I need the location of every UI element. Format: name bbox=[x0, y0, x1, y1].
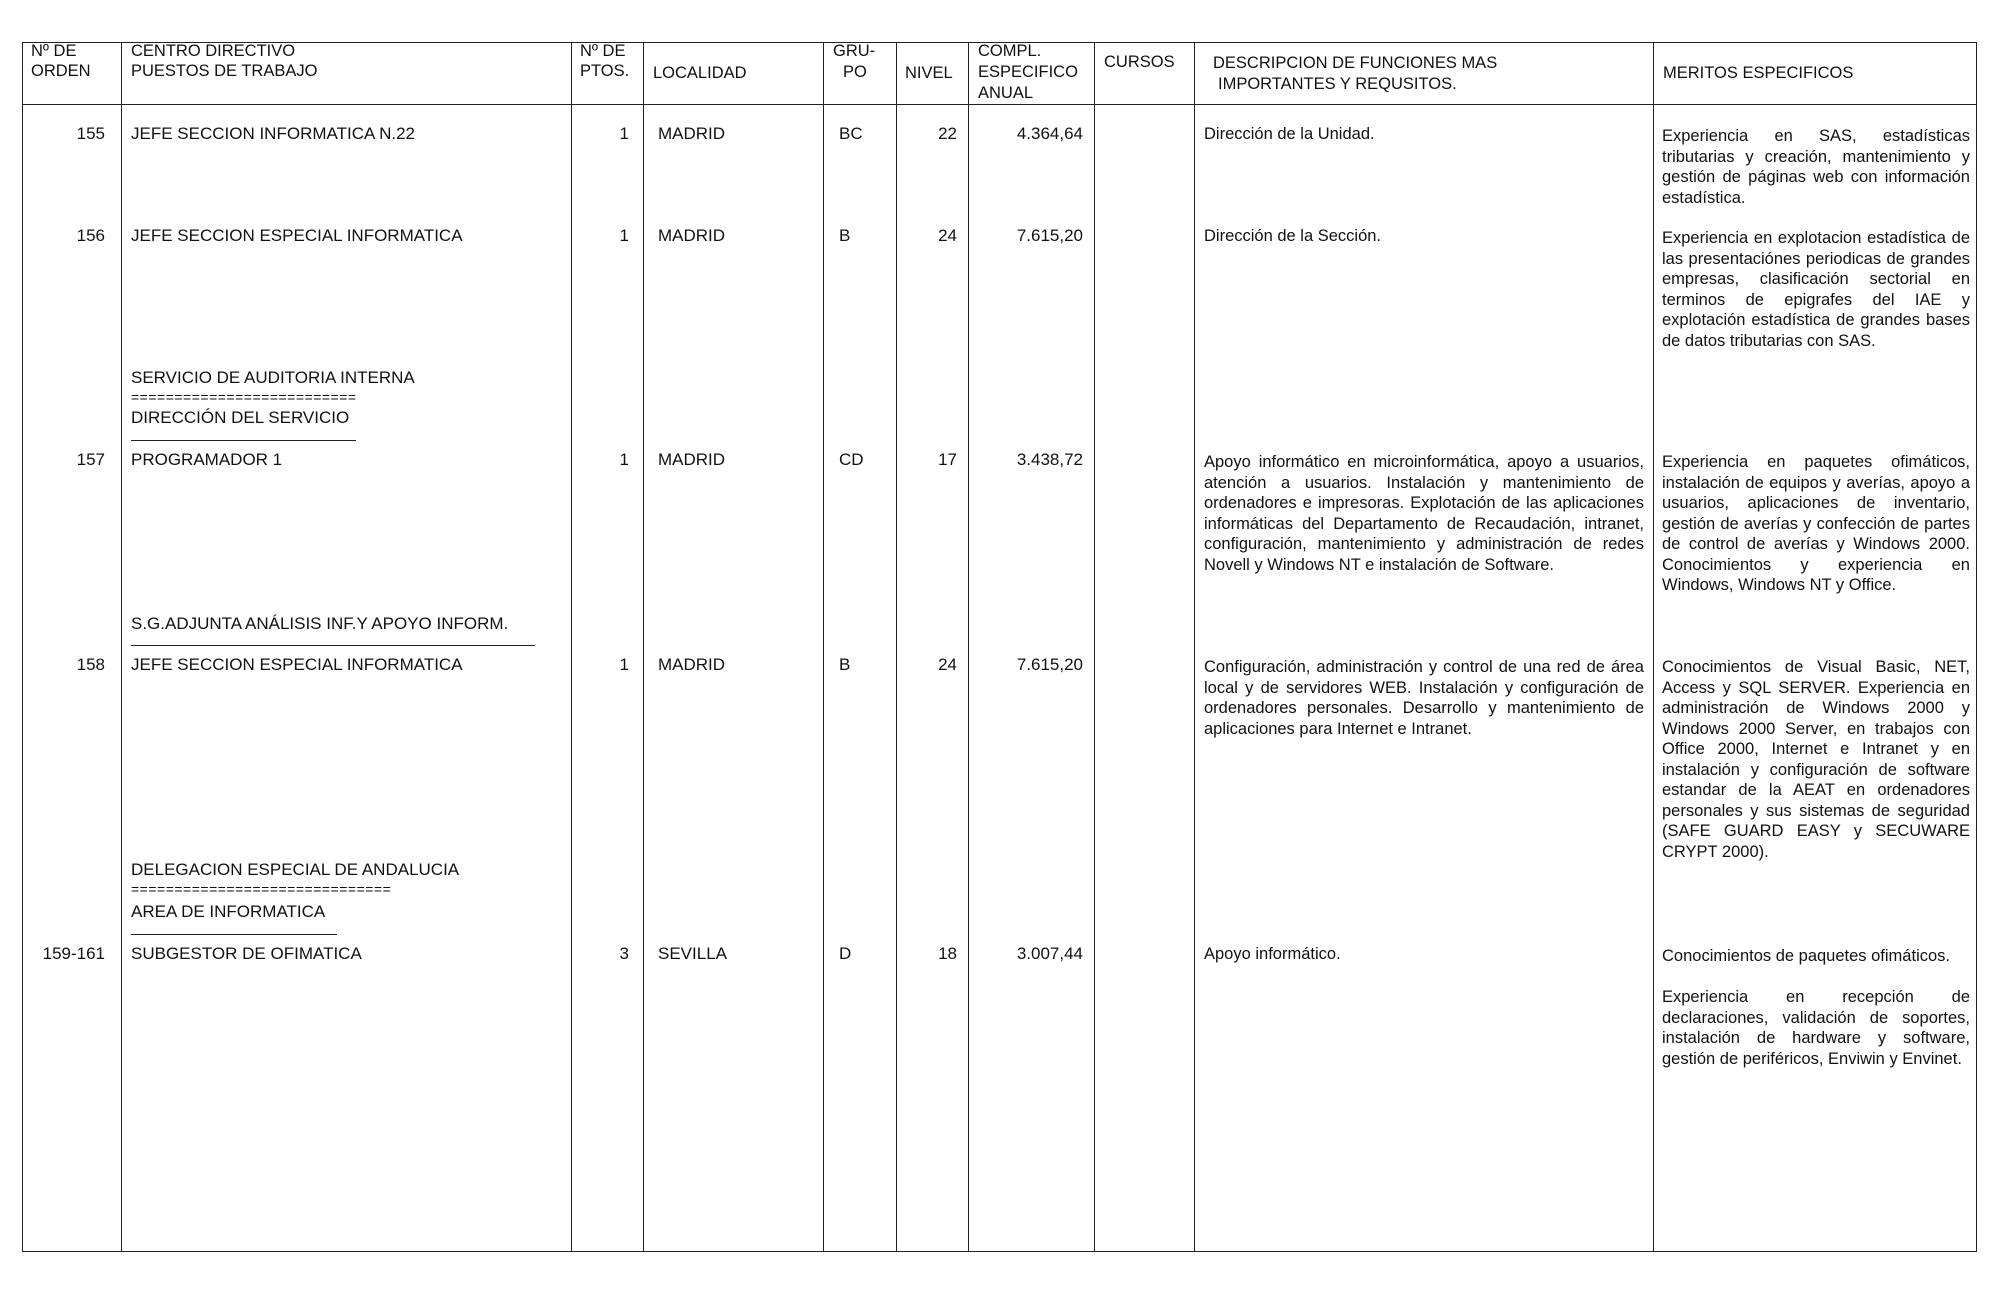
section-underline bbox=[131, 934, 337, 935]
column-divider bbox=[1094, 42, 1095, 1252]
header-nivel: NIVEL bbox=[905, 64, 953, 82]
row-orden: 158 bbox=[76, 655, 105, 674]
row-puesto: SUBGESTOR DE OFIMATICA bbox=[131, 944, 362, 963]
row-compl: 7.615,20 bbox=[1016, 226, 1083, 245]
header-meritos: MERITOS ESPECIFICOS bbox=[1663, 64, 1854, 82]
header-compl-line3: ANUAL bbox=[978, 84, 1034, 102]
row-grupo: B bbox=[839, 226, 851, 245]
column-divider bbox=[121, 42, 122, 1252]
header-localidad: LOCALIDAD bbox=[653, 64, 747, 82]
row-localidad: MADRID bbox=[658, 450, 726, 469]
row-ptos: 1 bbox=[619, 450, 629, 469]
row-meritos: Conocimientos de Visual Basic, NET, Access y SQL SERVER. Experiencia en administración de Windows 2000 y Windows 2000 Server, en trabajos con Office 2000, Internet e Intranet y en instalación y configuración de software estandar de la AEAT en ordenadores personales y sus sistemas de seguridad (SAFE GUARD EASY y SECUWARE CRYPT 2000). bbox=[1662, 658, 1970, 861]
row-ptos: 1 bbox=[619, 124, 629, 143]
row-orden: 157 bbox=[76, 450, 105, 469]
section-subtitle: DIRECCIÓN DEL SERVICIO bbox=[131, 408, 350, 427]
header-orden-line1: Nº DE bbox=[31, 42, 77, 60]
table-frame bbox=[22, 42, 1977, 1252]
section-title: SERVICIO DE AUDITORIA INTERNA bbox=[131, 368, 415, 387]
header-descripcion-line1: DESCRIPCION DE FUNCIONES MAS bbox=[1213, 54, 1498, 72]
column-divider bbox=[1194, 42, 1195, 1252]
row-orden: 155 bbox=[76, 124, 105, 143]
column-divider bbox=[823, 42, 824, 1252]
section-double-underline: ========================== bbox=[131, 390, 357, 404]
row-compl: 4.364,64 bbox=[1016, 124, 1083, 143]
row-grupo: B bbox=[839, 655, 851, 674]
row-descripcion: Dirección de la Sección. bbox=[1204, 227, 1382, 245]
section-underline bbox=[131, 645, 535, 646]
header-centro-line1: CENTRO DIRECTIVO bbox=[131, 42, 296, 60]
column-divider bbox=[968, 42, 969, 1252]
section-double-underline: ============================== bbox=[131, 882, 392, 896]
row-meritos: Experiencia en paquetes ofimáticos, instalación de equipos y averías, apoyo a usuarios, aplicaciones de inventario, gestión de averías y confección de partes de control de averías y Windows 2000. Conocimientos y experiencia en Windows, Windows NT y Office. bbox=[1662, 453, 1970, 594]
row-nivel: 24 bbox=[938, 655, 957, 674]
header-orden-line2: ORDEN bbox=[31, 62, 91, 80]
row-meritos: Experiencia en SAS, estadísticas tributarias y creación, mantenimiento y gestión de páginas web con información estadística. bbox=[1662, 127, 1970, 207]
row-meritos: Experiencia en explotacion estadística de las presentaciónes periodicas de grandes empresas, clasificación sectorial en terminos de epigrafes del IAE y explotación estadística de grandes bases de datos tributarias con SAS. bbox=[1662, 229, 1970, 350]
row-localidad: MADRID bbox=[658, 655, 726, 674]
column-divider bbox=[571, 42, 572, 1252]
row-localidad: SEVILLA bbox=[658, 944, 727, 963]
row-grupo: D bbox=[839, 944, 852, 963]
header-grupo-line2: PO bbox=[843, 63, 867, 81]
row-nivel: 22 bbox=[938, 124, 957, 143]
row-compl: 7.615,20 bbox=[1016, 655, 1083, 674]
section-title: DELEGACION ESPECIAL DE ANDALUCIA bbox=[131, 860, 460, 879]
row-meritos-continued: Experiencia en recepción de declaraciones, validación de soportes, instalación de hardware y software, gestión de periféricos, Enviwin y Envinet. bbox=[1662, 988, 1970, 1068]
row-descripcion: Configuración, administración y control de una red de área local y de servidores WEB. Instalación y configuración de ordenadores personales. Desarrollo y mantenimiento de aplicaciones para Internet e Intranet. bbox=[1204, 658, 1644, 738]
row-nivel: 17 bbox=[938, 450, 957, 469]
column-divider bbox=[643, 42, 644, 1252]
header-centro-line2: PUESTOS DE TRABAJO bbox=[131, 62, 318, 80]
header-compl-line1: COMPL. bbox=[978, 42, 1042, 60]
row-ptos: 3 bbox=[619, 944, 629, 963]
section-title: S.G.ADJUNTA ANÁLISIS INF.Y APOYO INFORM. bbox=[131, 614, 509, 633]
header-cursos: CURSOS bbox=[1104, 53, 1175, 71]
column-divider bbox=[1653, 42, 1654, 1252]
row-orden: 159-161 bbox=[42, 944, 105, 963]
row-descripcion: Dirección de la Unidad. bbox=[1204, 125, 1375, 143]
header-ptos-line1: Nº DE bbox=[580, 42, 626, 60]
row-descripcion: Apoyo informático en microinformática, apoyo a usuarios, atención a usuarios. Instalación y mantenimiento de ordenadores e impresoras. Explotación de las aplicaciones informáticas del Departamento de Recaudación, intranet, configuración, mantenimiento y administración de redes Novell y Windows NT e instalación de Software. bbox=[1204, 453, 1644, 574]
row-localidad: MADRID bbox=[658, 226, 726, 245]
row-compl: 3.007,44 bbox=[1016, 944, 1083, 963]
header-descripcion-line2: IMPORTANTES Y REQUSITOS. bbox=[1218, 75, 1457, 93]
section-subtitle: AREA DE INFORMATICA bbox=[131, 902, 326, 921]
row-orden: 156 bbox=[76, 226, 105, 245]
row-localidad: MADRID bbox=[658, 124, 726, 143]
row-puesto: PROGRAMADOR 1 bbox=[131, 450, 283, 469]
row-meritos: Conocimientos de paquetes ofimáticos. bbox=[1662, 947, 1950, 965]
row-compl: 3.438,72 bbox=[1016, 450, 1083, 469]
header-ptos-line2: PTOS. bbox=[580, 62, 630, 80]
section-underline bbox=[131, 440, 356, 441]
row-grupo: CD bbox=[839, 450, 864, 469]
header-rule bbox=[22, 104, 1977, 105]
row-ptos: 1 bbox=[619, 226, 629, 245]
row-puesto: JEFE SECCION INFORMATICA N.22 bbox=[131, 124, 416, 143]
row-nivel: 24 bbox=[938, 226, 957, 245]
row-puesto: JEFE SECCION ESPECIAL INFORMATICA bbox=[131, 655, 463, 674]
column-divider bbox=[896, 42, 897, 1252]
row-descripcion: Apoyo informático. bbox=[1204, 945, 1341, 963]
row-grupo: BC bbox=[839, 124, 863, 143]
header-compl-line2: ESPECIFICO bbox=[978, 63, 1078, 81]
row-nivel: 18 bbox=[938, 944, 957, 963]
row-puesto: JEFE SECCION ESPECIAL INFORMATICA bbox=[131, 226, 463, 245]
row-ptos: 1 bbox=[619, 655, 629, 674]
header-grupo-line1: GRU- bbox=[833, 42, 876, 60]
